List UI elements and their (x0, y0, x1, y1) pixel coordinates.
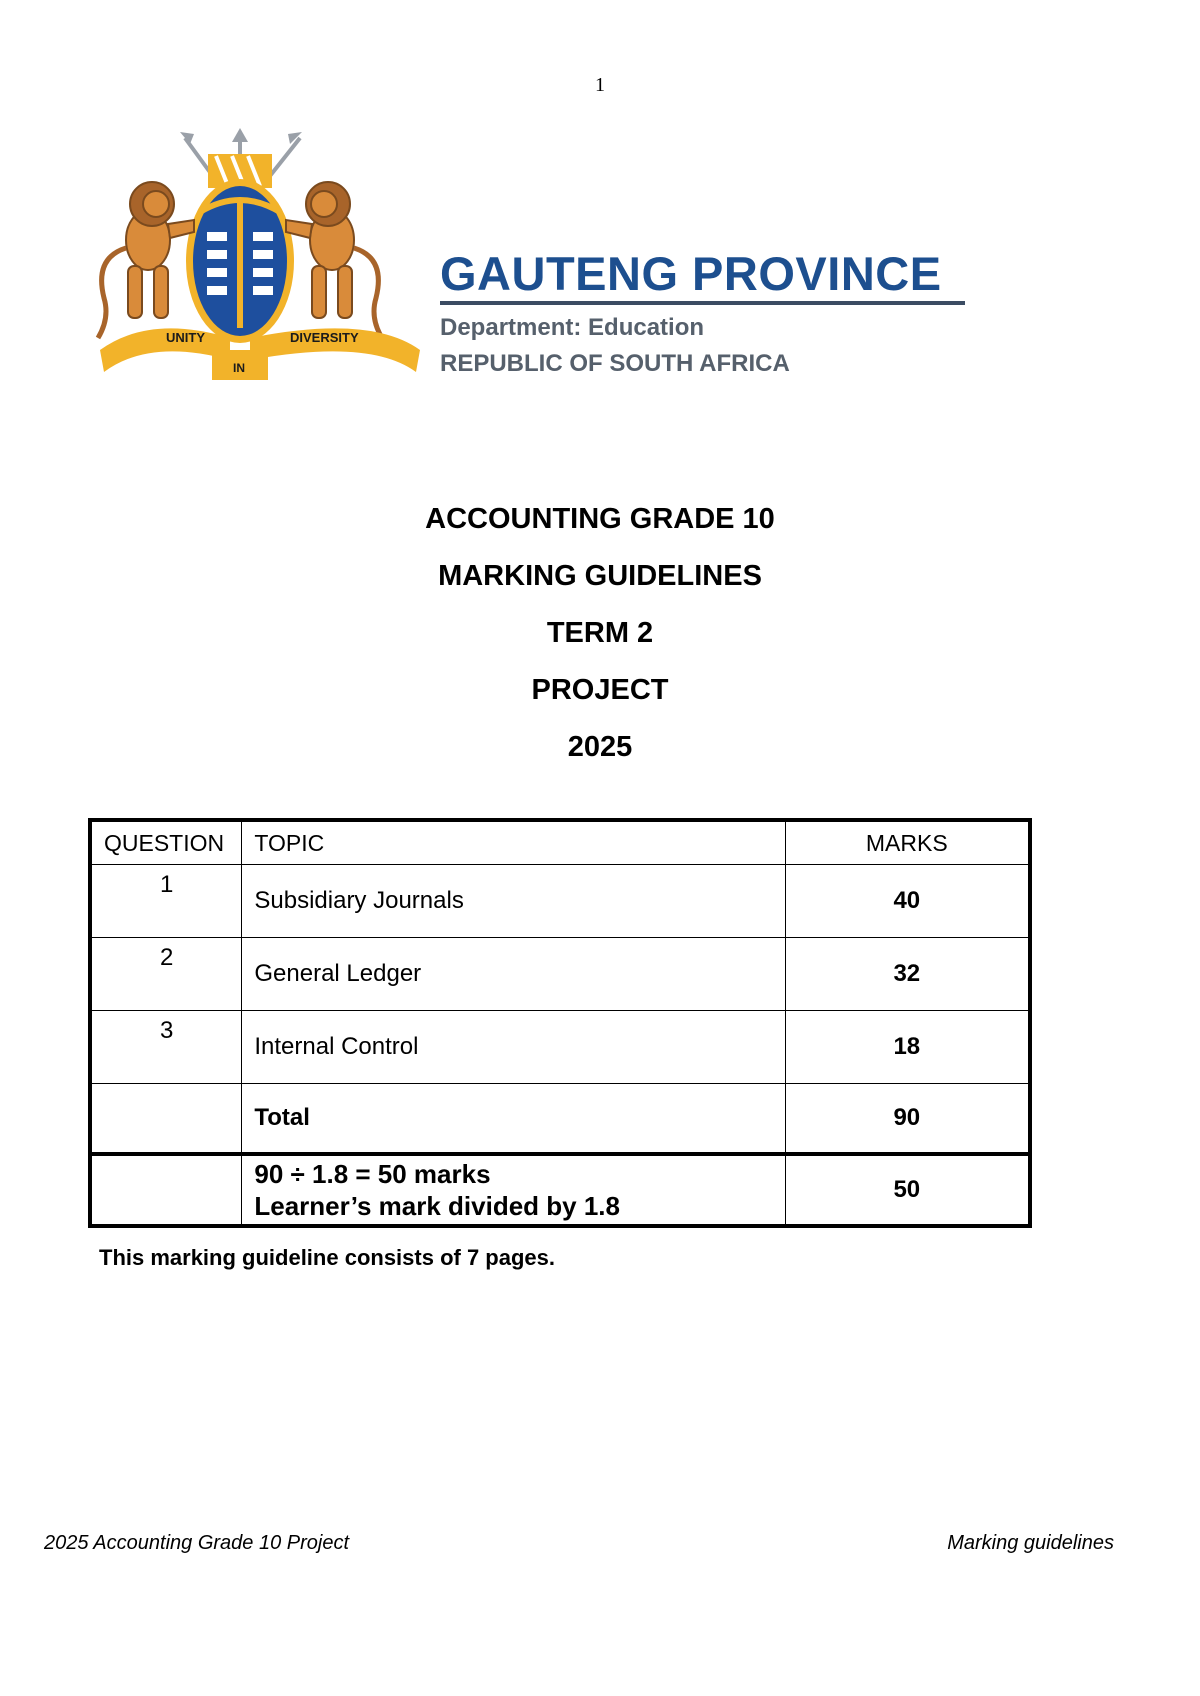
motto-diversity: DIVERSITY (290, 330, 359, 345)
question-number: 3 (90, 1011, 242, 1084)
lion-left-icon (98, 182, 194, 338)
title-document-type: MARKING GUIDELINES (438, 560, 762, 592)
conversion-empty-cell (90, 1154, 242, 1226)
title-term: TERM 2 (546, 617, 654, 649)
province-underline (440, 301, 965, 305)
question-marks: 40 (785, 865, 1030, 938)
question-marks: 32 (785, 938, 1030, 1011)
total-marks: 90 (785, 1084, 1030, 1155)
conversion-row (90, 1154, 1030, 1226)
question-number: 1 (90, 865, 242, 938)
page-count-note: This marking guideline consists of 7 pages. (99, 1245, 555, 1270)
organisation-block (440, 248, 970, 379)
motto-in: IN (233, 361, 245, 375)
total-row (90, 1084, 1030, 1155)
question-topic: Subsidiary Journals (242, 865, 785, 938)
table-row (90, 865, 1030, 938)
title-year: 2025 (567, 731, 633, 763)
total-label: Total (242, 1084, 785, 1155)
header-topic: TOPIC (242, 820, 785, 865)
coat-of-arms-emblem (90, 128, 430, 390)
republic-name: REPUBLIC OF SOUTH AFRICA (440, 350, 790, 377)
conversion-formula: 90 ÷ 1.8 = 50 marks (254, 1159, 491, 1189)
title-subject: ACCOUNTING GRADE 10 (425, 503, 775, 535)
table-header-row (90, 820, 1030, 865)
marks-table (88, 818, 1032, 1228)
province-name: GAUTENG PROVINCE (440, 247, 942, 300)
question-marks: 18 (785, 1011, 1030, 1084)
title-assessment: PROJECT (531, 674, 669, 706)
document-title-block (0, 491, 1200, 776)
motto-unity: UNITY (166, 330, 205, 345)
table-row (90, 938, 1030, 1011)
header-marks: MARKS (785, 820, 1030, 865)
question-topic: Internal Control (242, 1011, 785, 1084)
department-name: Department: Education (440, 314, 705, 341)
question-number: 2 (90, 938, 242, 1011)
conversion-marks: 50 (785, 1154, 1030, 1226)
question-topic: General Ledger (242, 938, 785, 1011)
conversion-instruction: Learner’s mark divided by 1.8 (254, 1191, 620, 1221)
footer-section-label: Marking guidelines (947, 1532, 1114, 1554)
lion-right-icon (286, 182, 382, 338)
footer-document-title: 2025 Accounting Grade 10 Project (44, 1532, 350, 1554)
header-question: QUESTION (90, 820, 242, 865)
total-empty-cell (90, 1084, 242, 1155)
table-row (90, 1011, 1030, 1084)
page-number: 1 (595, 74, 605, 96)
motto-scroll-left (100, 328, 230, 372)
conversion-text (242, 1154, 785, 1226)
